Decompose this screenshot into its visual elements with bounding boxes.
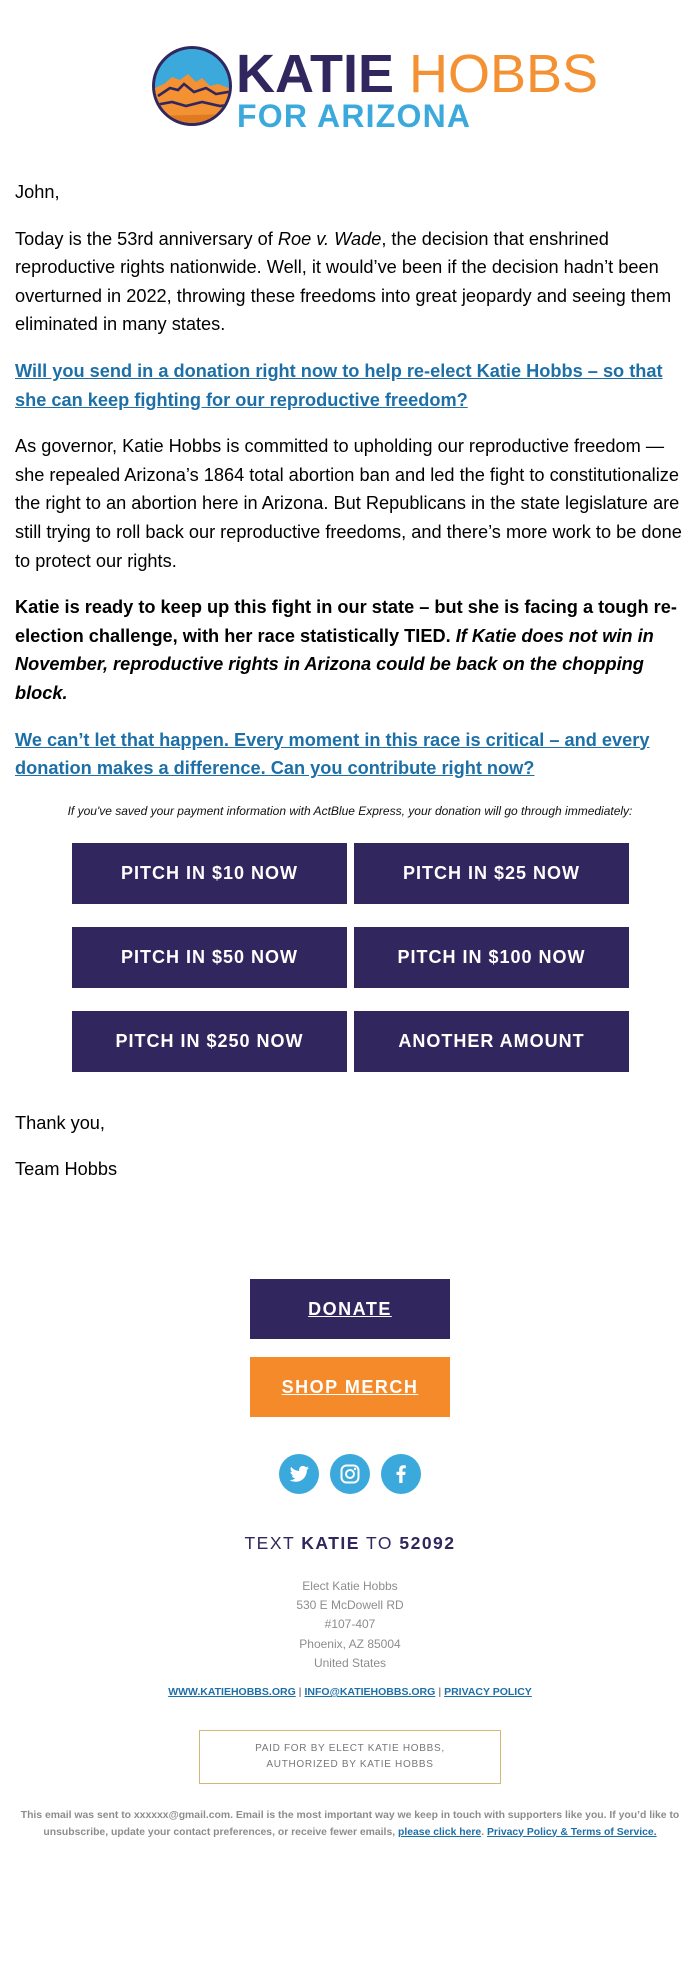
donation-link-1[interactable]: Will you send in a donation right now to help re-elect Katie Hobbs – so that she can keep fighting for our reproductive freedom?	[15, 360, 663, 410]
paragraph-3	[15, 593, 685, 707]
actblue-note: If you've saved your payment information with ActBlue Express, your donation will go through immediately:	[67, 804, 633, 818]
facebook-f-glyph	[389, 1462, 413, 1486]
link-separator: |	[295, 1686, 305, 1698]
facebook-icon[interactable]	[381, 1454, 421, 1494]
pitch-in-250-button[interactable]: PITCH IN $250 NOW	[72, 1011, 347, 1072]
email-body	[15, 178, 685, 801]
privacy-terms-link[interactable]: Privacy Policy & Terms of Service.	[486, 1826, 657, 1838]
twitter-icon[interactable]	[279, 1454, 319, 1494]
mailing-address	[0, 1577, 700, 1673]
pitch-in-100-button[interactable]: PITCH IN $100 NOW	[354, 927, 629, 988]
donation-link-2[interactable]: We can’t let that happen. Every moment in this race is critical – and every donation makes a difference. Can you contribute right now?	[15, 729, 650, 779]
text-keyword: KATIE	[301, 1533, 360, 1553]
address-line: #107-407	[324, 1617, 376, 1632]
privacy-policy-link[interactable]: PRIVACY POLICY	[444, 1686, 532, 1698]
roe-v-wade: Roe v. Wade	[277, 228, 382, 249]
logo-name	[236, 44, 598, 104]
paragraph-3-bold: Katie is ready to keep up this fight in our state – but she is facing a tough re-election challenge, with her race statistically TIED.	[15, 597, 677, 646]
social-links	[279, 1454, 421, 1494]
another-amount-button[interactable]: ANOTHER AMOUNT	[354, 1011, 629, 1072]
paragraph-2: As governor, Katie Hobbs is committed to upholding our reproductive freedom — she repealed Arizona’s 1864 total abortion ban and led the fight to constitutionalize the right to an abortion here in Arizona. But Republicans in the state legislature are still trying to roll back our reproductive freedoms, and there’s more work to be done to protect our rights.	[15, 436, 682, 571]
logo-tagline: FOR ARIZONA	[237, 98, 472, 134]
website-link[interactable]: WWW.KATIEHOBBS.ORG	[168, 1686, 296, 1698]
donate-button[interactable]: DONATE	[250, 1279, 450, 1339]
shop-merch-button[interactable]: SHOP MERCH	[250, 1357, 450, 1417]
address-line: 530 E McDowell RD	[296, 1598, 404, 1613]
link-separator: |	[435, 1686, 445, 1698]
logo-name-light: HOBBS	[409, 44, 599, 104]
greeting: John,	[15, 182, 60, 202]
text-to-donate	[0, 1533, 700, 1554]
pitch-in-50-button[interactable]: PITCH IN $50 NOW	[72, 927, 347, 988]
paid-for-disclaimer	[199, 1730, 501, 1784]
unsubscribe-note	[20, 1808, 680, 1841]
thank-you: Thank you,	[15, 1113, 105, 1133]
email-link[interactable]: INFO@KATIEHOBBS.ORG	[304, 1686, 436, 1698]
logo[interactable]	[150, 44, 599, 134]
paid-for-line-2: AUTHORIZED BY KATIE HOBBS	[266, 1759, 434, 1770]
instagram-icon[interactable]	[330, 1454, 370, 1494]
signoff	[15, 1109, 685, 1201]
address-line: United States	[313, 1655, 387, 1670]
twitter-bird-glyph	[287, 1462, 311, 1486]
footer-links	[0, 1686, 700, 1698]
text-number: 52092	[399, 1533, 456, 1553]
address-line: Elect Katie Hobbs	[302, 1579, 398, 1593]
team-signature: Team Hobbs	[15, 1159, 118, 1179]
address-line: Phoenix, AZ 85004	[299, 1636, 401, 1651]
pitch-in-10-button[interactable]: PITCH IN $10 NOW	[72, 843, 347, 904]
paid-for-line-1: PAID FOR BY ELECT KATIE HOBBS,	[255, 1743, 445, 1754]
text-mid: TO	[359, 1533, 400, 1553]
logo-name-bold: KATIE	[236, 44, 394, 104]
pitch-in-25-button[interactable]: PITCH IN $25 NOW	[354, 843, 629, 904]
text-prefix: TEXT	[244, 1533, 302, 1553]
instagram-camera-glyph	[338, 1462, 362, 1486]
paragraph-1-end: , the decision that enshrined reproductive rights nationwide. Well, it would’ve been if the decision hadn’t been overturned in 2022, throwing these freedoms into great jeopardy and seeing them eliminated in many states.	[15, 228, 672, 335]
cta-paragraph-2	[15, 726, 685, 783]
paragraph-1-start: Today is the 53rd anniversary of	[15, 228, 278, 249]
paragraph-3-bold-italic: If Katie does not win in November, reproductive rights in Arizona could be back on the chopping block.	[15, 625, 654, 703]
unsubscribe-link[interactable]: please click here	[398, 1826, 482, 1838]
paragraph-1	[15, 225, 685, 339]
note-text-2: .	[481, 1826, 487, 1838]
note-text: This email was sent to xxxxxx@gmail.com. Email is the most important way we keep in touch with supporters like you. If you’d like to unsubscribe, update your contact preferences, or receive fewer emails,	[20, 1810, 680, 1838]
arizona-landscape-icon	[150, 44, 234, 128]
cta-paragraph-1	[15, 357, 685, 414]
